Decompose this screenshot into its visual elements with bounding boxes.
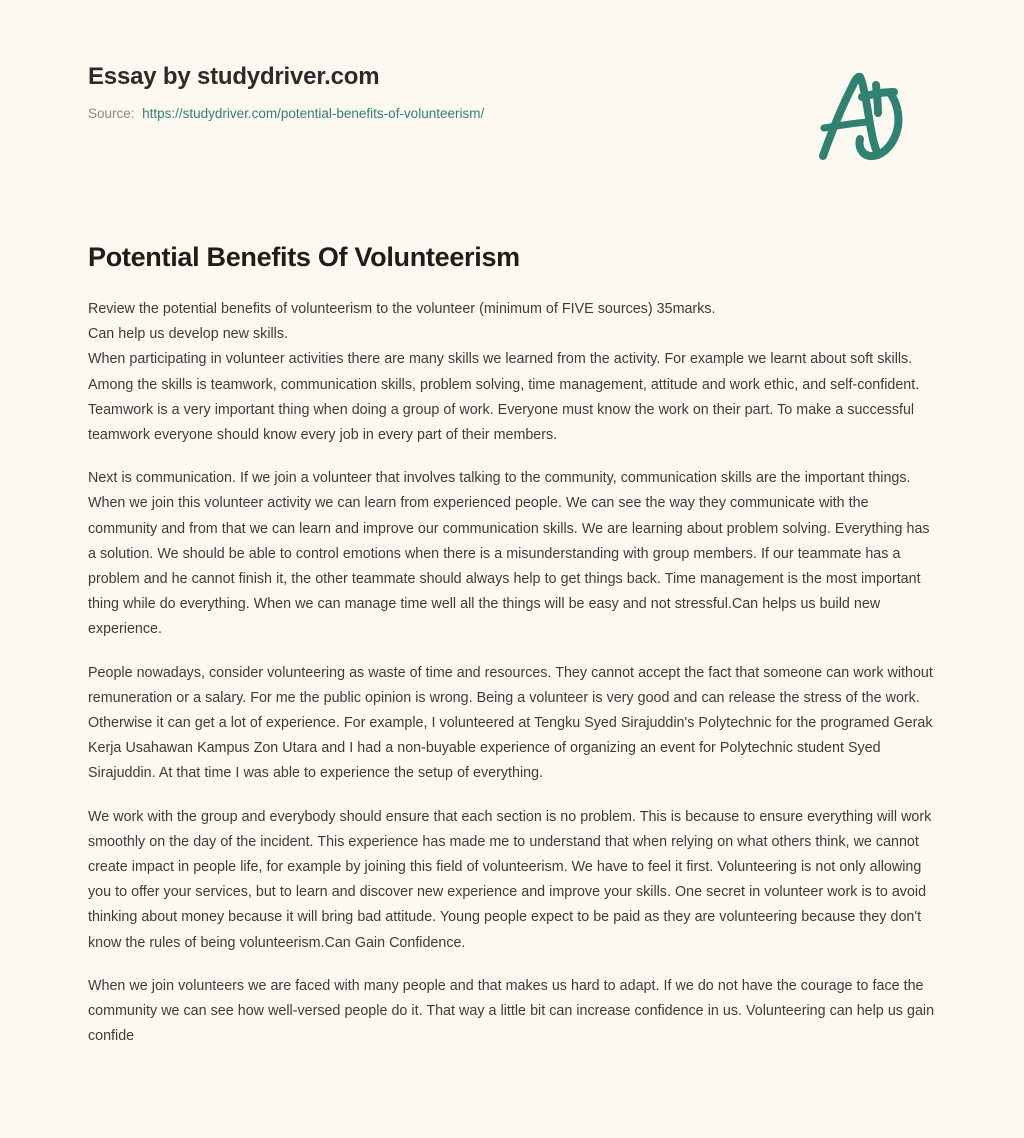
paragraph: When we join volunteers we are faced with many people and that makes us hard to adapt. If we do not have the courage to face the community we can see how well-versed people do it. That way a little bit can increase confidence in us. Volunteering can help us gain confide	[88, 977, 935, 1045]
source-line	[88, 105, 788, 123]
brand-block	[88, 62, 788, 123]
source-url-link[interactable]: https://studydriver.com/potential-benefits-of-volunteerism/	[142, 106, 485, 121]
paragraph: We work with the group and everybody should ensure that each section is no problem. This is because to ensure everything will work smoothly on the day of the incident. This experience has made me to understand that when relying on what others think, we cannot create impact in people life, for example by joining this field of volunteerism. We have to feel it first. Volunteering is not only allowing you to offer your services, but to learn and discover new experience and improve your skills. One secret in volunteer work is to avoid thinking about money because it will bring bad attitude. Young people expect to be paid as they are volunteering because they don't know the rules of being volunteerism.Can Gain Confidence.	[88, 808, 932, 951]
paragraph: Next is communication. If we join a volunteer that involves talking to the community, communication skills are the important things. When we join this volunteer activity we can learn from experienced people. We can see the way they communicate with the community and from that we can learn and improve our communication skills. We are learning about problem solving. Everything has a solution. We should be able to control emotions when there is a misunderstanding with group members. If our teammate has a problem and he cannot finish it, the other teammate should always help to get things back. Time management is the most important thing while do everything. When we can manage time well all the things will be easy and not stressful.Can helps us build new experience.	[88, 470, 930, 638]
a-plus-logo-glyph	[812, 66, 922, 166]
brand-title: Essay by studydriver.com	[88, 63, 380, 90]
paragraph: When participating in volunteer activities there are many skills we learned from the activity. For example we learnt about soft skills. Among the skills is teamwork, communication skills, problem solving, time management, attitude and work ethic, and self-confident. Teamwork is a very important thing when doing a group of work. Everyone must know the work on their part. To make a successful teamwork everyone should know every job in every part of their members.	[88, 351, 920, 444]
paragraph: Review the potential benefits of volunteerism to the volunteer (minimum of FIVE sources) 35marks.	[88, 301, 716, 317]
page-header	[0, 0, 1024, 200]
a-plus-logo-icon	[812, 66, 922, 166]
document-body	[88, 240, 940, 1049]
page-title: Potential Benefits Of Volunteerism	[88, 242, 520, 272]
paragraph: People nowadays, consider volunteering as waste of time and resources. They cannot accept the fact that someone can work without remuneration or a salary. For me the public opinion is wrong. Being a volunteer is very good and can release the stress of the work. Otherwise it can get a lot of experience. For example, I volunteered at Tengku Syed Sirajuddin's Polytechnic for the programed Gerak Kerja Usahawan Kampus Zon Utara and I had a non-buyable experience of organizing an event for Polytechnic student Syed Sirajuddin. At that time I was able to experience the setup of everything.	[88, 664, 933, 782]
source-label: Source:	[88, 106, 135, 121]
paragraph: Can help us develop new skills.	[88, 326, 288, 343]
